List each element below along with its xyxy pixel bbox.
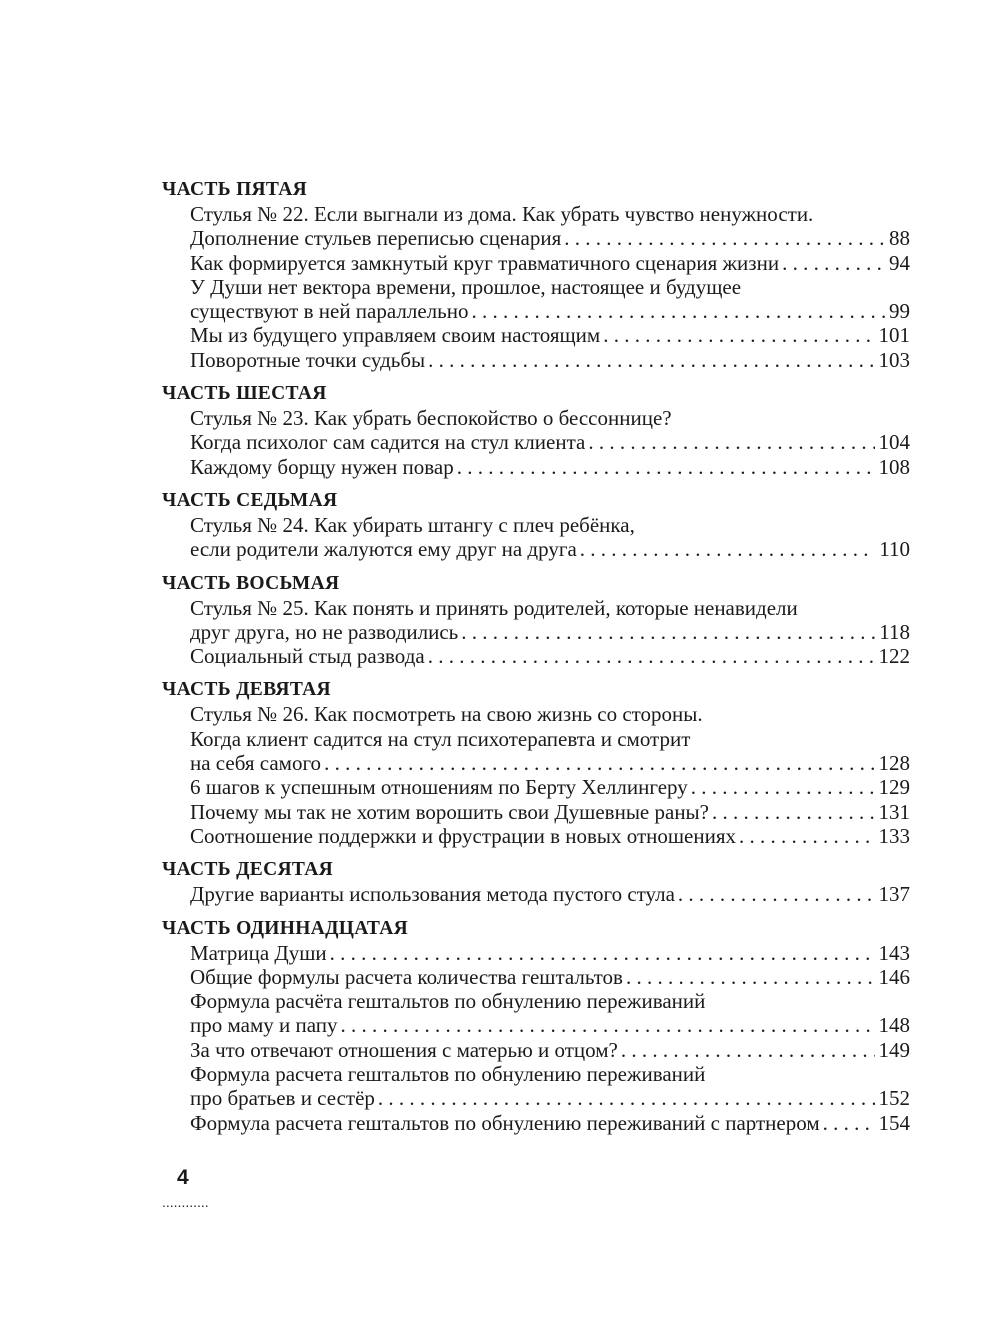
toc-entry-title: Каждому борщу нужен повар bbox=[190, 454, 454, 479]
toc-entry-title: Стулья № 22. Если выгнали из дома. Как убрать чувство ненужности. bbox=[190, 202, 814, 226]
dot-leader bbox=[327, 941, 875, 965]
toc-entry-title: Социальный стыд развода bbox=[190, 644, 425, 669]
toc-entry-title: про маму и папу bbox=[190, 1013, 338, 1038]
toc-entry bbox=[162, 644, 910, 668]
dot-leader bbox=[585, 430, 874, 454]
toc-entry-title: Формула расчета гештальтов по обнулению переживаний с партнером bbox=[190, 1110, 820, 1135]
dot-leader bbox=[577, 537, 875, 561]
toc-entry-title: существуют в ней параллельно bbox=[190, 299, 469, 324]
toc-entry-title: Когда психолог сам садится на стул клиента bbox=[190, 430, 586, 455]
toc-entry bbox=[162, 1086, 910, 1110]
dot-leader bbox=[458, 620, 875, 644]
toc-entry bbox=[162, 965, 910, 989]
part-title: ЧАСТЬ СЕДЬМАЯ bbox=[162, 489, 338, 511]
toc-entry-title: Стулья № 26. Как посмотреть на свою жизнь со стороны. bbox=[190, 702, 703, 727]
toc-entry bbox=[162, 1062, 910, 1086]
toc-entry bbox=[162, 824, 910, 848]
toc-entry-page: 101 bbox=[878, 323, 910, 348]
toc-entry-page: 129 bbox=[878, 775, 910, 800]
part-title: ЧАСТЬ ПЯТАЯ bbox=[162, 179, 308, 200]
toc-part bbox=[162, 382, 910, 479]
dot-leader bbox=[688, 775, 875, 799]
toc-entry-title: За что отвечают отношения с матерью и отцом? bbox=[190, 1037, 618, 1062]
page-number: 4 bbox=[177, 1166, 189, 1189]
toc-entry bbox=[162, 1038, 910, 1062]
dot-leader bbox=[561, 226, 885, 250]
dot-leader bbox=[675, 882, 875, 906]
toc-entry bbox=[162, 430, 910, 454]
toc-entry-title: Дополнение стульев переписью сценария bbox=[190, 226, 562, 251]
dot-leader bbox=[600, 323, 874, 347]
page-number-ornament: ............ bbox=[162, 1194, 209, 1210]
toc-entry-page: 99 bbox=[889, 299, 910, 324]
toc-entry bbox=[162, 800, 910, 824]
toc-entry bbox=[162, 941, 910, 965]
toc-entry-title: Стулья № 23. Как убрать беспокойство о бессоннице? bbox=[190, 406, 672, 431]
toc-entry-title: Матрица Души bbox=[190, 940, 327, 965]
toc-part bbox=[162, 178, 910, 372]
toc-entry bbox=[162, 513, 910, 537]
toc-entry bbox=[162, 702, 910, 726]
dot-leader bbox=[454, 455, 875, 479]
toc-entry-title: друг друга, но не разводились bbox=[190, 619, 459, 644]
toc-entry bbox=[162, 1013, 910, 1037]
toc-entry bbox=[162, 406, 910, 430]
toc-entry-page: 152 bbox=[878, 1086, 910, 1111]
toc-entry-page: 137 bbox=[878, 882, 910, 907]
toc-entry-page: 118 bbox=[879, 619, 910, 644]
toc-entry bbox=[162, 299, 910, 323]
dot-leader bbox=[820, 1111, 875, 1135]
toc-entry-page: 148 bbox=[878, 1013, 910, 1038]
toc-entry-page: 103 bbox=[878, 347, 910, 372]
toc-entry-title: Формула расчета гештальтов по обнулению переживаний bbox=[190, 1062, 706, 1087]
toc-entry-page: 122 bbox=[878, 644, 910, 669]
dot-leader bbox=[425, 348, 874, 372]
dot-leader bbox=[338, 1013, 875, 1037]
part-title: ЧАСТЬ ДЕСЯТАЯ bbox=[162, 859, 333, 881]
toc-entry-page: 128 bbox=[878, 751, 910, 776]
dot-leader bbox=[321, 751, 874, 775]
toc-entry bbox=[162, 596, 910, 620]
dot-leader bbox=[709, 800, 875, 824]
toc-entry bbox=[162, 348, 910, 372]
dot-leader bbox=[375, 1086, 875, 1110]
toc-entry bbox=[162, 275, 910, 299]
toc-entry bbox=[162, 323, 910, 347]
dot-leader bbox=[618, 1038, 875, 1062]
toc-entry-title: Как формируется замкнутый круг травматичного сценария жизни bbox=[190, 250, 780, 275]
toc-entry-page: 146 bbox=[878, 964, 910, 989]
toc-part bbox=[162, 858, 910, 906]
part-title: ЧАСТЬ ОДИННАДЦАТАЯ bbox=[162, 917, 409, 939]
toc-entry-title: Когда клиент садится на стул психотерапевта и смотрит bbox=[190, 726, 691, 751]
dot-leader bbox=[425, 644, 875, 668]
toc-entry-title: Стулья № 24. Как убирать штангу с плеч ребёнка, bbox=[190, 512, 635, 537]
toc-entry bbox=[162, 727, 910, 751]
dot-leader bbox=[736, 824, 874, 848]
part-title: ЧАСТЬ ШЕСТАЯ bbox=[162, 383, 327, 405]
toc-entry bbox=[162, 226, 910, 250]
dot-leader bbox=[468, 299, 885, 323]
toc-part bbox=[162, 678, 910, 848]
toc-entry-page: 104 bbox=[878, 430, 910, 455]
toc-entry-page: 143 bbox=[878, 940, 910, 965]
part-title: ЧАСТЬ ДЕВЯТАЯ bbox=[162, 679, 331, 701]
toc-entry-page: 149 bbox=[878, 1037, 910, 1062]
toc-entry-title: Другие варианты использования метода пустого стула bbox=[190, 882, 675, 907]
toc-entry-title: Формула расчёта гештальтов по обнулению переживаний bbox=[190, 989, 706, 1014]
toc-entry bbox=[162, 620, 910, 644]
toc-part bbox=[162, 572, 910, 669]
dot-leader bbox=[623, 965, 875, 989]
toc-entry bbox=[162, 882, 910, 906]
toc-entry-page: 88 bbox=[889, 226, 910, 251]
toc-entry-page: 154 bbox=[878, 1110, 910, 1135]
toc-entry-page: 133 bbox=[878, 823, 910, 848]
toc-entry-title: если родители жалуются ему друг на друга bbox=[190, 537, 577, 562]
toc-entry-page: 110 bbox=[879, 537, 910, 562]
toc-entry-title: Соотношение поддержки и фрустрации в новых отношениях bbox=[190, 823, 737, 848]
part-title: ЧАСТЬ ВОСЬМАЯ bbox=[162, 572, 340, 594]
toc-entry-title: на себя самого bbox=[190, 751, 322, 776]
toc-entry bbox=[162, 775, 910, 799]
toc-entry-page: 94 bbox=[889, 250, 910, 275]
toc-entry bbox=[162, 1111, 910, 1135]
table-of-contents bbox=[162, 178, 910, 1145]
toc-entry bbox=[162, 989, 910, 1013]
toc-entry bbox=[162, 202, 910, 226]
dot-leader bbox=[779, 251, 885, 275]
toc-part bbox=[162, 917, 910, 1135]
toc-entry-page: 131 bbox=[878, 799, 910, 824]
toc-entry-page: 108 bbox=[878, 454, 910, 479]
toc-entry-title: Мы из будущего управляем своим настоящим bbox=[190, 323, 601, 348]
toc-entry-title: Почему мы так не хотим ворошить свои Душевные раны? bbox=[190, 799, 709, 824]
toc-part bbox=[162, 489, 910, 562]
toc-entry bbox=[162, 455, 910, 479]
toc-entry bbox=[162, 537, 910, 561]
toc-entry-title: У Души нет вектора времени, прошлое, настоящее и будущее bbox=[190, 274, 742, 299]
toc-entry-title: Общие формулы расчета количества гештальтов bbox=[190, 964, 623, 989]
toc-entry bbox=[162, 251, 910, 275]
toc-entry-title: 6 шагов к успешным отношениям по Берту Хеллингеру bbox=[190, 775, 688, 800]
toc-entry-title: Поворотные точки судьбы bbox=[190, 347, 426, 372]
toc-entry-title: про братьев и сестёр bbox=[190, 1086, 375, 1111]
toc-entry-title: Стулья № 25. Как понять и принять родителей, которые ненавидели bbox=[190, 595, 798, 620]
toc-entry bbox=[162, 751, 910, 775]
